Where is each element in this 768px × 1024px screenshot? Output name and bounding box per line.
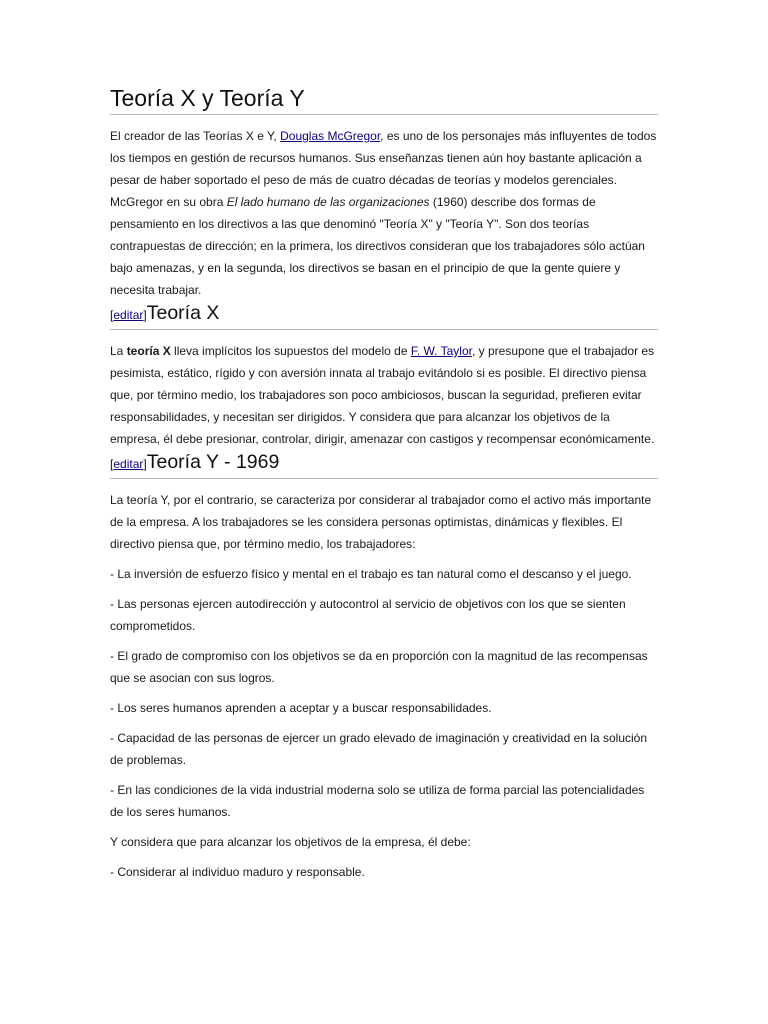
teoria-x-bold: teoría X — [126, 344, 171, 358]
intro-text-2: , es uno de los personajes más influyentes de todos los tiempos en gestión de recursos humanos. Sus enseñanzas tienen aún hoy bastante aplicación a pesar de haber soportado el peso de más de cuatro décadas de teorías y modelos gerenciales. McGregor en su obra — [110, 129, 657, 209]
teoria-y-intro: La teoría Y, por el contrario, se caracteriza por considerar al trabajador como el activo más importante de la empresa. A los trabajadores se les considera personas optimistas, dinámicas y flexibles. El directivo piensa que, por término medio, los trabajadores: — [110, 493, 652, 551]
edit-bracket-open: [ — [110, 457, 114, 471]
section-heading-teoria-x — [110, 301, 658, 330]
intro-paragraph — [110, 125, 658, 301]
section-y-title: Teoría Y - 1969 — [146, 451, 280, 473]
teoria-x-text-1: La — [110, 344, 127, 358]
list-item: - Las personas ejercen autodirección y autocontrol al servicio de objetivos con los que se sienten comprometidos. — [110, 597, 626, 633]
list-item: - La inversión de esfuerzo físico y mental en el trabajo es tan natural como el descanso y el juego. — [110, 567, 632, 581]
list-item: - Considerar al individuo maduro y responsable. — [110, 865, 365, 879]
list-item: - Capacidad de las personas de ejercer un grado elevado de imaginación y creatividad en la solución de problemas. — [110, 731, 647, 767]
fw-taylor-link[interactable]: F. W. Taylor — [410, 344, 472, 358]
teoria-y-conclusion: Y considera que para alcanzar los objetivos de la empresa, él debe: — [110, 835, 471, 849]
edit-bracket-open: [ — [110, 308, 114, 322]
section-heading-teoria-y — [110, 450, 658, 479]
edit-section-x — [110, 308, 147, 322]
teoria-x-text-2: lleva implícitos los supuestos del modelo de — [170, 344, 411, 358]
section-x-title: Teoría X — [146, 302, 220, 324]
douglas-mcgregor-link[interactable]: Douglas McGregor — [280, 129, 381, 143]
edit-link-teoria-x[interactable]: editar — [113, 308, 144, 322]
book-title: El lado humano de las organizaciones — [226, 195, 430, 209]
teoria-x-text-3: , y presupone que el trabajador es pesimista, estático, rígido y con aversión innata al trabajo evitándolo si es posible. El directivo piensa que, por término medio, los trabajadores son poco ambiciosos, buscan la seguridad, prefieren evitar responsabilidades, y necesitan ser dirigidos. Y considera que para alcanzar los objetivos de la empresa, él debe presionar, controlar, dirigir, amenazar con castigos y recompensar económicamente. — [110, 344, 655, 446]
edit-bracket-close: ] — [143, 457, 147, 471]
teoria-x-paragraph — [110, 340, 658, 450]
list-item: - En las condiciones de la vida industrial moderna solo se utiliza de forma parcial las potencialidades de los seres humanos. — [110, 783, 645, 819]
intro-text-3: (1960) describe dos formas de pensamiento en los directivos a las que denominó "Teoría X" y "Teoría Y". Son dos teorías contrapuestas de dirección; en la primera, los directivos consideran que los trabajadores sólo actúan bajo amenazas, y en la segunda, los directivos se basan en el principio de que la gente quiere y necesita trabajar. — [110, 195, 645, 297]
edit-bracket-close: ] — [143, 308, 147, 322]
page-title: Teoría X y Teoría Y — [110, 84, 658, 115]
article-content — [110, 84, 658, 883]
list-item: - Los seres humanos aprenden a aceptar y a buscar responsabilidades. — [110, 701, 492, 715]
edit-section-y — [110, 457, 147, 471]
edit-link-teoria-y[interactable]: editar — [113, 457, 144, 471]
list-item: - El grado de compromiso con los objetivos se da en proporción con la magnitud de las recompensas que se asocian con sus logros. — [110, 649, 648, 685]
intro-text-1: El creador de las Teorías X e Y, — [110, 129, 281, 143]
